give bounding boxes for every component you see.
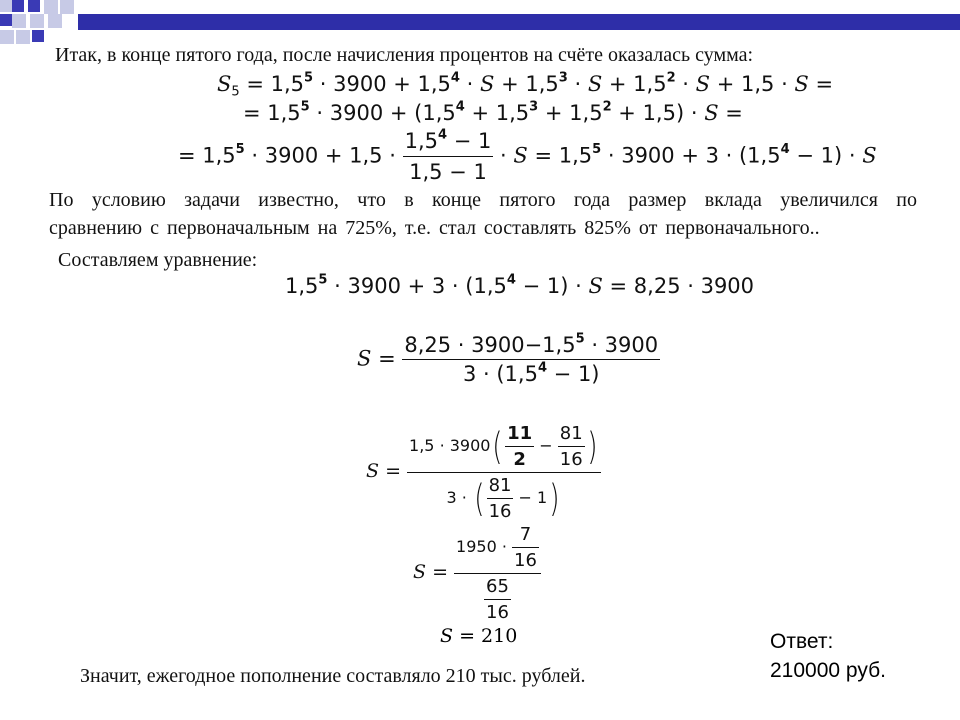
equation-7: S = 1950 · $\frac{7}{16}$ $\frac{65}{16}$	[413, 524, 541, 623]
equation-1: $S_5 = 1,5^5 \cdot 3900 + 1,5^4 \cdot S + 1,5^3 \cdot S + 1,5^2 \cdot S + 1,5 \cdot S$ =	[217, 70, 834, 100]
intro-text: Итак, в конце пятого года, после начисления процентов на счёте оказалась сумма:	[55, 44, 754, 66]
equation-6: S = 1,5 · 3900( $\frac{11}{2}$ − $\frac{81}{16}$ ) 3 · ( $\frac{81}{16}$ − 1)	[366, 423, 601, 522]
fraction: $\frac{1,5^4 - 1}{1,5 - 1}$	[404, 127, 492, 184]
fraction: 1950 · $\frac{7}{16}$ $\frac{65}{16}$	[454, 524, 541, 623]
condition-paragraph-line-2: сравнению с первоначальным на 725%, т.е. стал составлять 825% от первоначального..	[49, 217, 820, 239]
equation-4: $1,5^5 \cdot 3900 + 3 \cdot (1,5^4 - 1) \cdot S = 8,25 \cdot 3900$	[285, 272, 755, 298]
answer-box	[770, 627, 886, 685]
conclusion-text: Значит, ежегодное пополнение составляло 210 тыс. рублей.	[80, 665, 586, 687]
condition-paragraph-line-1: По условию задачи известно, что в конце пятого года размер вклада увеличился по	[49, 189, 917, 211]
answer-label: Ответ:	[770, 630, 834, 653]
answer-value: 210000 руб.	[770, 659, 886, 682]
equation-3: = $1,5^5 \cdot 3900 + 1,5$ · $\frac{1,5^4 - 1}{1,5 - 1}$ · $S = 1,5^5 \cdot 3900 + 3 \cdot (1,5^4 - 1) \cdot S$	[178, 127, 877, 184]
fraction: $\frac{8,25 \cdot 3900-1,5^5 \cdot 3900}{3 \cdot (1,5^4 - 1)}$	[404, 331, 659, 386]
fraction: 1,5 · 3900( $\frac{11}{2}$ − $\frac{81}{16}$ ) 3 · ( $\frac{81}{16}$ − 1)	[407, 423, 601, 522]
compose-equation-text: Составляем уравнение:	[58, 249, 258, 271]
equation-5: S = $\frac{8,25 \cdot 3900-1,5^5 \cdot 3900}{3 \cdot (1,5^4 - 1)}$	[357, 331, 659, 386]
equation-2: = $1,5^5 \cdot 3900 + (1,5^4 + 1,5^3 + 1,5^2 + 1,5) \cdot S$ =	[243, 99, 743, 125]
equation-8: S = 210	[440, 625, 518, 647]
